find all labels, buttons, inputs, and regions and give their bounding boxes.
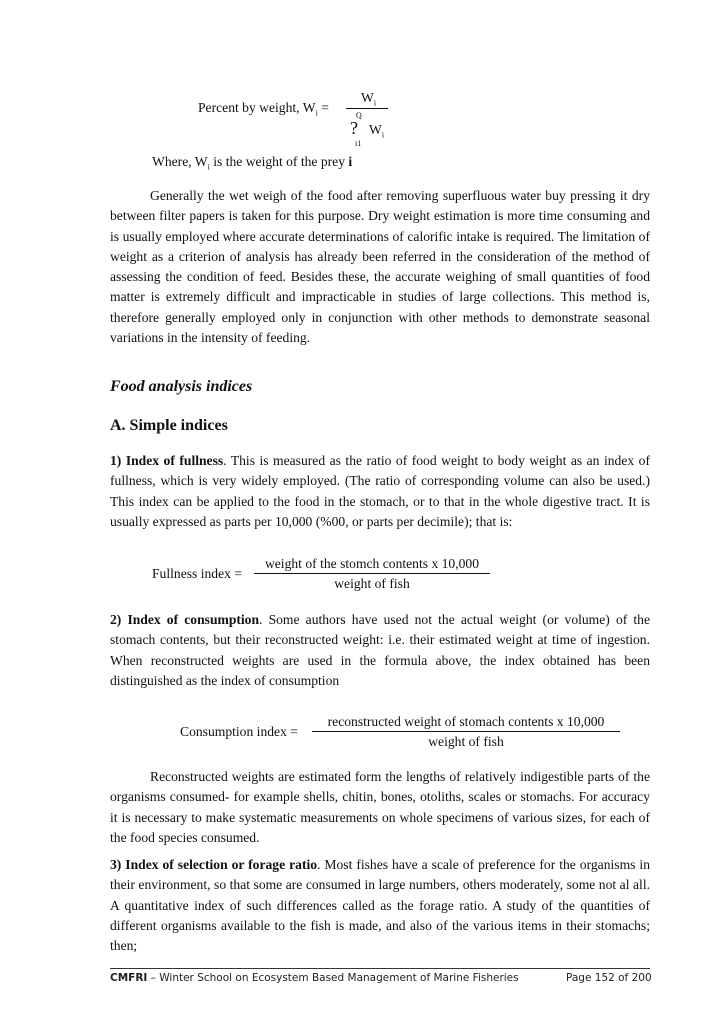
paragraph-index-of-consumption xyxy=(110,610,650,691)
item1-text: . This is measured as the ratio of food weight to body weight as an index of fullness, which is very widely employed. (The ratio of corresponding volume can also be used.) This index can be applied to the food in the stomach, or to that in the whole digestive tract. It is usually expressed as parts per 10,000 (%00, or parts per decimile); that is: xyxy=(110,453,650,529)
item2-title: 2) Index of consumption xyxy=(110,612,260,627)
consumption-index-fraction xyxy=(312,714,620,750)
where-line xyxy=(152,154,352,172)
where-prefix: Where, xyxy=(152,154,192,169)
where-bold: i xyxy=(348,154,353,169)
formula1-upper-limit: Q xyxy=(356,111,362,120)
formula1-den-var: W xyxy=(369,122,382,137)
fullness-denominator: weight of fish xyxy=(334,576,410,591)
item3-text: . Most fishes have a scale of preference for the organisms in their environment, so that some are consumed in large numbers, others moderately, some not al all. A quantitative index of such differences called as the forage ratio. A study of the quantities of different organisms available to the fish is made, and also of the various items in their stomachs; then; xyxy=(110,857,650,954)
consumption-index-label: Consumption index = xyxy=(180,724,298,739)
where-text: is the weight of the prey xyxy=(213,154,346,169)
formula1-den-sub: i xyxy=(381,130,385,140)
fullness-index-fraction xyxy=(254,556,490,592)
footer-org: CMFRI xyxy=(110,972,148,984)
where-var: W xyxy=(194,154,208,169)
paragraph-forage-ratio xyxy=(110,855,650,956)
heading-simple-indices: A. Simple indices xyxy=(110,417,228,434)
footer-title xyxy=(110,972,519,984)
consumption-denominator: weight of fish xyxy=(428,734,504,749)
footer-page-number: Page 152 of 200 xyxy=(566,972,652,984)
formula1-num-sub: i xyxy=(373,98,377,108)
percent-by-weight-label xyxy=(198,100,329,118)
item3-title: 3) Index of selection or forage ratio xyxy=(110,857,318,872)
fullness-index-label: Fullness index = xyxy=(152,566,242,581)
footer-title-text: – Winter School on Ecosystem Based Management of Marine Fisheries xyxy=(147,972,519,984)
formula1-denominator xyxy=(369,122,384,140)
formula1-fraction-bar xyxy=(346,108,388,109)
paragraph-reconstructed-weights: Reconstructed weights are estimated form the lengths of relatively indigestible parts of the organisms consumed- for example shells, chitin, bones, otoliths, scales or stomachs. For accuracy it is necessary to make systematic measurements on whole specimens of various sizes, for each of the food species consumed. xyxy=(110,769,650,845)
formula1-lower-limit: i1 xyxy=(355,139,362,148)
formula1-numerator xyxy=(361,90,376,108)
formula1-num-var: W xyxy=(361,90,374,105)
item1-title: 1) Index of fullness xyxy=(110,453,224,468)
item2-text: . Some authors have used not the actual weight (or volume) of the stomach contents, but their reconstructed weight: i.e. their estimated weight at time of ingestion. When reconstructed weights are used in the formula above, the index obtained has been distinguished as the index of consumption xyxy=(110,612,650,688)
heading-food-analysis-indices: Food analysis indices xyxy=(110,378,253,395)
fullness-numerator: weight of the stomch contents x 10,000 xyxy=(254,556,490,574)
consumption-numerator: reconstructed weight of stomach contents x 10,000 xyxy=(312,714,620,732)
formula1-var: W xyxy=(302,100,316,115)
formula1-var-sub: i xyxy=(315,108,318,118)
sum-icon: ? xyxy=(350,118,358,138)
formula1-equals: = xyxy=(321,100,329,115)
formula1-label-text: Percent by weight, xyxy=(198,100,300,115)
where-sub: i xyxy=(207,162,210,172)
paragraph-index-of-fullness xyxy=(110,451,650,532)
paragraph-weight-method: Generally the wet weigh of the food after removing superfluous water buy pressing it dry between filter papers is taken for this purpose. Dry weight estimation is more time consuming and is usually employed where accurate determinations of calorific intake is required. The limitation of weight as a criterion of analysis has already been referred in the consideration of the method of assessing the condition of feed. Besides these, the accurate weighing of small quantities of food matter is extremely difficult and impracticable in studies of large collections. This method is, therefore generally employed only in conjunction with other methods to demonstrate seasonal variations in the intensity of feeding. xyxy=(110,188,650,346)
footer-divider xyxy=(110,968,650,969)
